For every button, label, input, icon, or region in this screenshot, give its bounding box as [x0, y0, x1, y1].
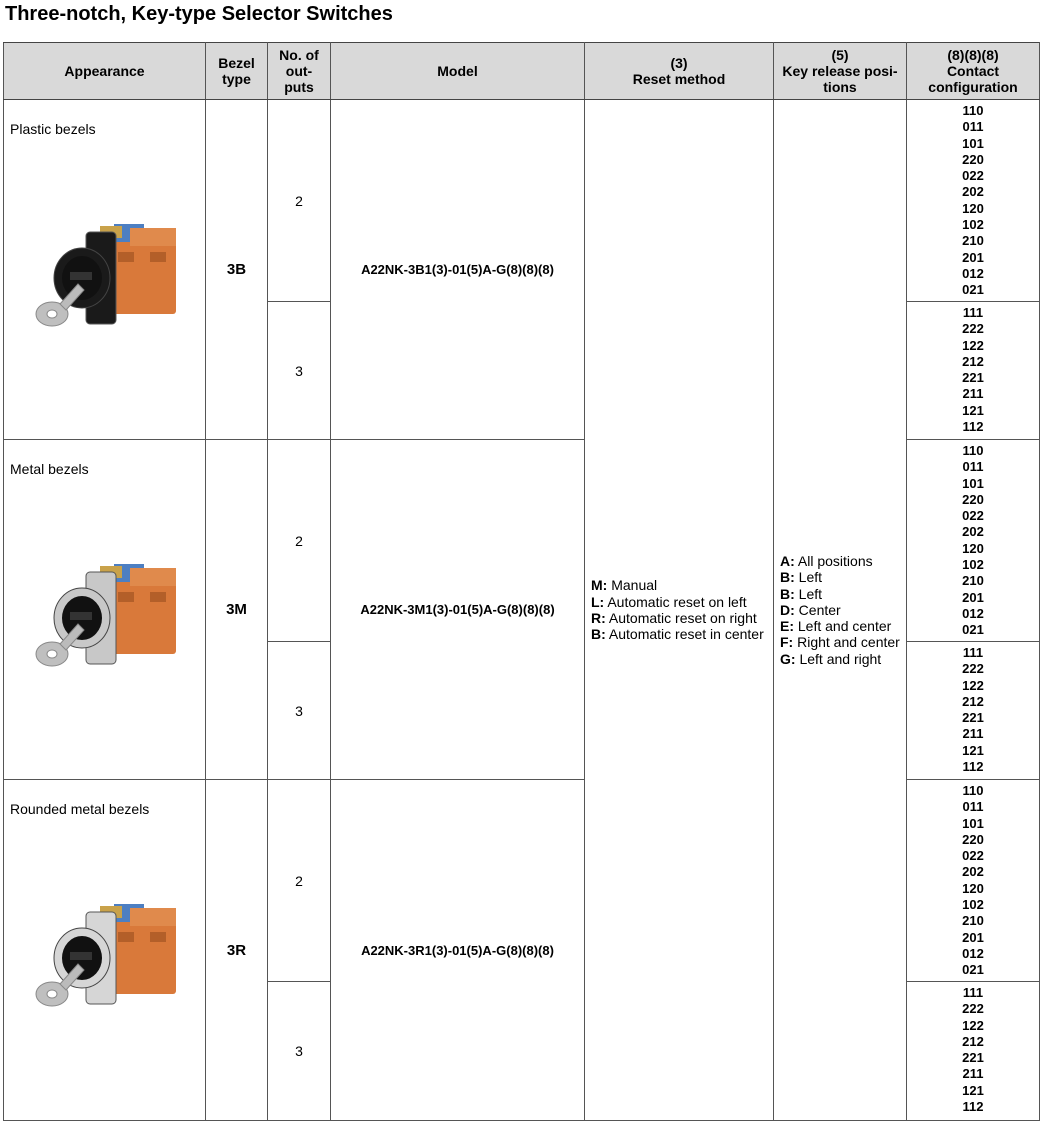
contact-code: 112	[962, 419, 984, 435]
contact-code: 121	[962, 1082, 984, 1098]
contact-code: 222	[962, 1001, 984, 1017]
header-reset-method: (3) Reset method	[585, 43, 774, 100]
contact-code: 220	[962, 831, 984, 847]
contact-code: 220	[962, 151, 984, 167]
contact-code: 201	[962, 249, 984, 265]
contact-code: 222	[962, 661, 984, 677]
contact-code: 022	[962, 168, 984, 184]
contact-code: 212	[962, 693, 984, 709]
contact-config-cell	[907, 440, 1040, 642]
contact-config-cell	[907, 642, 1040, 780]
contact-code: 102	[962, 217, 984, 233]
contact-code: 102	[962, 897, 984, 913]
reset-method-item: R: Automatic reset on right	[591, 610, 757, 626]
contact-code: 202	[962, 184, 984, 200]
appearance-label: Metal bezels	[10, 461, 89, 477]
appearance-cell	[4, 100, 206, 440]
contact-config-cell	[907, 780, 1040, 982]
key-release-item: B: Left	[780, 585, 823, 602]
header-row	[4, 43, 1040, 100]
contact-code: 221	[962, 370, 984, 386]
contact-code: 101	[962, 475, 984, 491]
contact-config-cell	[907, 100, 1040, 302]
contact-code: 220	[962, 491, 984, 507]
contact-code: 101	[962, 135, 984, 151]
contact-code: 120	[962, 880, 984, 896]
outputs-cell: 3	[268, 982, 331, 1121]
contact-code: 011	[962, 459, 984, 475]
contact-code: 012	[962, 945, 984, 961]
contact-code: 201	[962, 589, 984, 605]
outputs-cell: 3	[268, 642, 331, 780]
contact-code: 211	[962, 1066, 984, 1082]
model-cell: A22NK-3R1(3)-01(5)A-G(8)(8)(8)	[331, 780, 585, 1121]
contact-code: 021	[962, 282, 984, 298]
contact-code: 111	[962, 645, 984, 660]
key-release-item: G: Left and right	[780, 650, 882, 667]
contact-code: 120	[962, 200, 984, 216]
contact-code: 012	[962, 605, 984, 621]
contact-code: 211	[962, 726, 984, 742]
contact-code: 210	[962, 233, 984, 249]
key-release-item: E: Left and center	[780, 618, 892, 635]
selector-switch-image	[30, 898, 190, 1028]
selector-switch-image	[30, 558, 190, 688]
model-cell: A22NK-3B1(3)-01(5)A-G(8)(8)(8)	[331, 100, 585, 440]
header-model: Model	[331, 43, 585, 100]
key-release-item: B: Left	[780, 569, 823, 586]
contact-code: 212	[962, 1033, 984, 1049]
contact-code: 011	[962, 119, 984, 135]
contact-code: 120	[962, 540, 984, 556]
appearance-cell	[4, 440, 206, 780]
contact-code: 121	[962, 402, 984, 418]
bezel-type-cell: 3M	[206, 440, 268, 780]
key-release-item: A: All positions	[780, 552, 873, 569]
key-release-item: D: Center	[780, 601, 841, 618]
appearance-cell	[4, 780, 206, 1121]
contact-code: 112	[962, 1099, 984, 1115]
contact-code: 021	[962, 622, 984, 638]
contact-config-cell	[907, 302, 1040, 440]
appearance-label: Plastic bezels	[10, 121, 96, 137]
reset-method-cell	[585, 100, 774, 1121]
contact-code: 212	[962, 353, 984, 369]
contact-code: 021	[962, 962, 984, 978]
contact-code: 022	[962, 848, 984, 864]
header-appearance: Appearance	[4, 43, 206, 100]
contact-code: 110	[962, 443, 984, 458]
reset-method-item: B: Automatic reset in center	[591, 626, 764, 643]
contact-code: 211	[962, 386, 984, 402]
contact-code: 011	[962, 799, 984, 815]
page-title: Three-notch, Key-type Selector Switches	[5, 3, 393, 25]
appearance-label: Rounded metal bezels	[10, 801, 150, 817]
header-contact-config: (8)(8)(8) Contact configuration	[907, 43, 1040, 100]
contact-code: 121	[962, 742, 984, 758]
contact-code: 122	[962, 1017, 984, 1033]
model-cell: A22NK-3M1(3)-01(5)A-G(8)(8)(8)	[331, 440, 585, 780]
contact-code: 221	[962, 1050, 984, 1066]
table-row	[4, 100, 1040, 302]
contact-code: 110	[962, 103, 984, 118]
reset-method-item: L: Automatic reset on left	[591, 593, 747, 610]
contact-code: 222	[962, 321, 984, 337]
key-release-item: F: Right and center	[780, 634, 900, 651]
header-key-release: (5) Key release posi- tions	[774, 43, 907, 100]
contact-code: 111	[962, 305, 984, 320]
bezel-type-cell: 3R	[206, 780, 268, 1121]
key-release-cell	[774, 100, 907, 1121]
contact-config-cell	[907, 982, 1040, 1121]
contact-code: 210	[962, 913, 984, 929]
contact-code: 221	[962, 710, 984, 726]
header-outputs: No. of out- puts	[268, 43, 331, 100]
outputs-cell: 3	[268, 302, 331, 440]
selector-switch-table	[3, 42, 1040, 1121]
contact-code: 122	[962, 337, 984, 353]
selector-switch-image	[30, 218, 190, 348]
contact-code: 201	[962, 929, 984, 945]
contact-code: 112	[962, 759, 984, 775]
contact-code: 202	[962, 524, 984, 540]
contact-code: 102	[962, 557, 984, 573]
bezel-type-cell: 3B	[206, 100, 268, 440]
contact-code: 110	[962, 783, 984, 798]
outputs-cell: 2	[268, 780, 331, 982]
contact-code: 111	[962, 985, 984, 1000]
contact-code: 210	[962, 573, 984, 589]
reset-method-item: M: Manual	[591, 577, 658, 594]
header-bezel-type: Bezel type	[206, 43, 268, 100]
contact-code: 101	[962, 815, 984, 831]
outputs-cell: 2	[268, 100, 331, 302]
contact-code: 122	[962, 677, 984, 693]
contact-code: 202	[962, 864, 984, 880]
contact-code: 012	[962, 265, 984, 281]
contact-code: 022	[962, 508, 984, 524]
outputs-cell: 2	[268, 440, 331, 642]
